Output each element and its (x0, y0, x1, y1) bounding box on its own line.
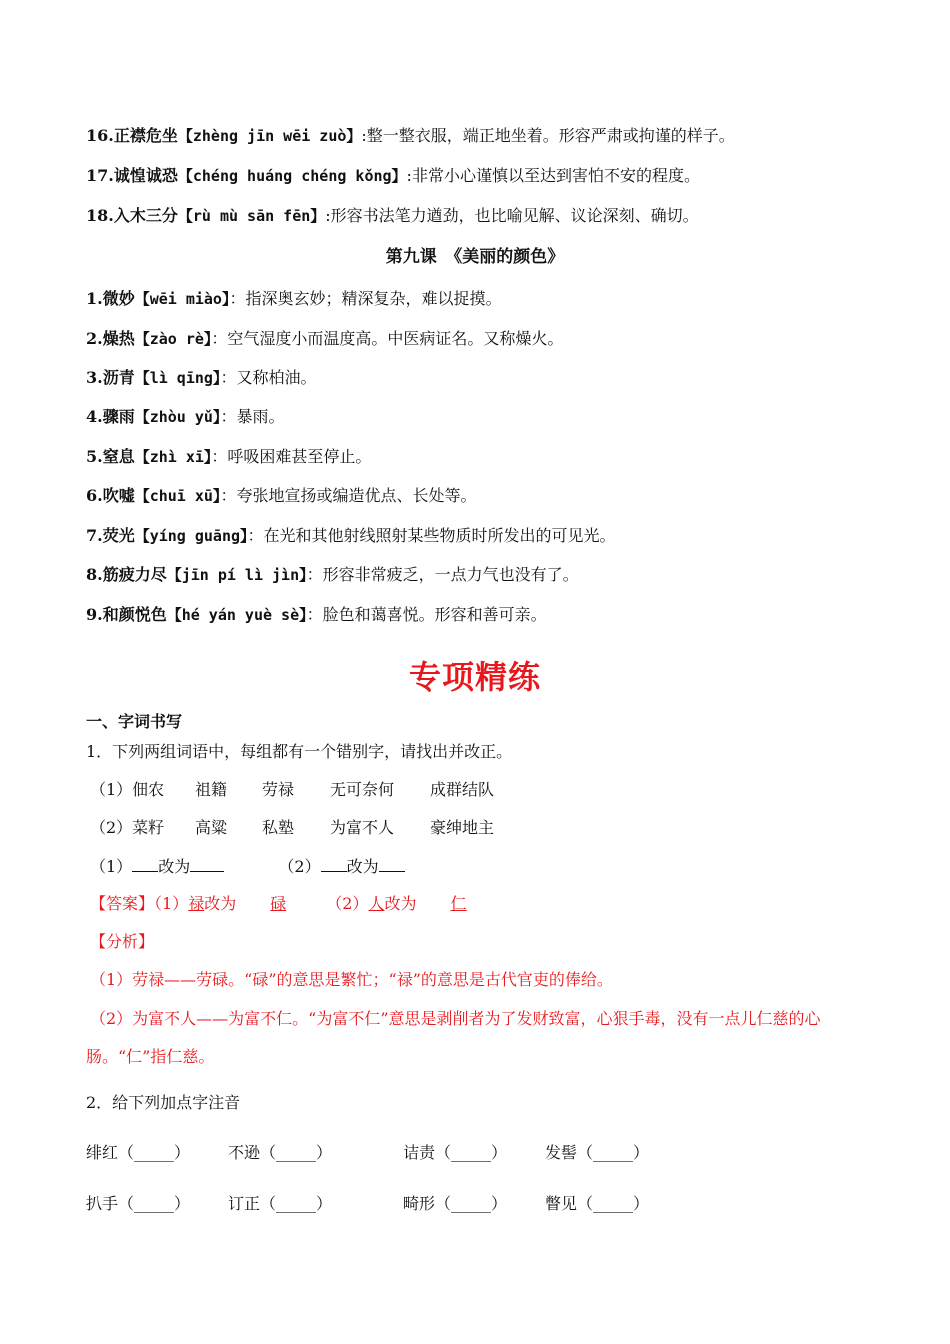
answer-blank[interactable] (132, 857, 158, 872)
vocab-entry-4: 4.骤雨【zhòu yǔ】：暴雨。 (86, 407, 285, 426)
analysis-label: 【分析】 (90, 932, 155, 951)
lesson-title: 第九课 《美丽的颜色》 (385, 247, 565, 267)
vocab-entry-8: 8.筋疲力尽【jīn pí lì jìn】：形容非常疲乏，一点力气也没有了。 (86, 565, 579, 584)
part-heading: 一、字词书写 (86, 712, 183, 731)
analysis-line-1: （1）劳禄——劳碌。“碌”的意思是繁忙；“禄”的意思是古代官吏的俸给。 (90, 970, 613, 989)
analysis-line-2: （2）为富不人——为富不仁。“为富不仁”意思是剥削者为了发财致富，心狠手毒，没有一点儿仁慈的心 (90, 1009, 821, 1028)
answer-blank[interactable] (321, 857, 347, 872)
question-1-fill-line: （1） 改为 （2） 改为 (90, 856, 405, 878)
question-1-stem: 1．下列两组词语中，每组都有一个错别字，请找出并改正。 (86, 742, 513, 761)
vocab-pinyin: 【rù mù sān fēn】 (177, 207, 326, 225)
vocab-definition: :非常小心谨慎以至达到害怕不安的程度。 (406, 166, 700, 185)
vocab-entry-6: 6.吹嘘【chuī xū】：夸张地宣扬或编造优点、长处等。 (86, 486, 477, 505)
vocab-word: 入木三分 (113, 206, 178, 225)
vocab-entry-3: 3.沥青【lì qīng】：又称柏油。 (86, 368, 317, 387)
answer-blank[interactable] (379, 857, 405, 872)
vocab-entry-17: 17.诚惶诚恐【chéng huáng chéng kǒng】:非常小心谨慎以至达到害怕不安的程度。 (86, 166, 700, 185)
question-2-stem: 2．给下列加点字注音 (86, 1093, 241, 1112)
answer-blank[interactable] (190, 857, 224, 872)
vocab-entry-16: 16.正襟危坐【zhèng jīn wēi zuò】:整一整衣服，端正地坐着。形容严肃或拘谨的样子。 (86, 126, 735, 145)
vocab-pinyin: 【zhèng jīn wēi zuò】 (177, 127, 362, 145)
document-page: 16.正襟危坐【zhèng jīn wēi zuò】:整一整衣服，端正地坐着。形容严肃或拘谨的样子。 17.诚惶诚恐【chéng huáng chéng kǒng】:非常小心谨慎以至达到害怕不安的程度。 18.入木三分【rù mù sān fēn】:形容书法笔力遒劲，也比喻见解、议论深刻、确切。 第九课 《美丽的颜色》 1.微妙【wēi miào】：指深奥玄妙；精深复杂，难以捉摸。 2.燥热【zào rè】：空气湿度小而温度高。中医病证名。又称燥火。 3.沥青【lì qīng】：又称柏油。 4.骤雨【zhòu yǔ】：暴雨。 5.窒息【zhì xī】：呼吸困难甚至停止。 6.吹嘘【chuī xū】：夸张地宣扬或编造优点、长处等。 7.荧光【yíng guāng】：在光和其他射线照射某些物质时所发出的可见光。 8.筋疲力尽【jīn pí lì jìn】：形容非常疲乏，一点力气也没有了。 9.和颜悦色【hé yán yuè sè】：脸色和蔼喜悦。形容和善可亲。 专项精练 一、字词书写 1．下列两组词语中，每组都有一个错别字，请找出并改正。 （1）佃农 祖籍 劳禄 无可奈何 成群结队 （2）菜籽 高粱 私塾 为富不人 豪绅地主 （1） 改为 （2） 改为 【答案】（1）禄改为 碌 （2）人改为 仁 【分析】 （1）劳禄——劳碌。“碌”的意思是繁忙；“禄”的意思是古代官吏的俸给。 （2）为富不人——为富不仁。“为富不仁”意思是剥削者为了发财致富，心狠手毒，没有一点儿仁慈的心 肠。“仁”指仁慈。 2．给下列加点字注音 绯红（_____） 不逊（_____） 诘责（_____） 发髻（_____） 扒手（_____） 订正（_____） 畸形（_____） 瞥见（_____） (0, 0, 950, 1344)
vocab-entry-7: 7.荧光【yíng guāng】：在光和其他射线照射某些物质时所发出的可见光。 (86, 526, 616, 545)
vocab-entry-5: 5.窒息【zhì xī】：呼吸困难甚至停止。 (86, 447, 372, 466)
vocab-entry-9: 9.和颜悦色【hé yán yuè sè】：脸色和蔼喜悦。形容和善可亲。 (86, 605, 547, 624)
analysis-line-3: 肠。“仁”指仁慈。 (86, 1047, 215, 1066)
vocab-definition: :形容书法笔力遒劲，也比喻见解、议论深刻、确切。 (325, 206, 699, 225)
vocab-definition: :整一整衣服，端正地坐着。形容严肃或拘谨的样子。 (361, 126, 735, 145)
vocab-word: 诚惶诚恐 (113, 166, 178, 185)
vocab-entry-1: 1.微妙【wēi miào】：指深奥玄妙；精深复杂，难以捉摸。 (86, 289, 502, 308)
vocab-entry-18: 18.入木三分【rù mù sān fēn】:形容书法笔力遒劲，也比喻见解、议论深刻、确切。 (86, 206, 699, 225)
section-title: 专项精练 (408, 658, 541, 696)
vocab-pinyin: 【chéng huáng chéng kǒng】 (177, 167, 407, 185)
question-1-answer: 【答案】（1）禄改为 碌 （2）人改为 仁 (90, 894, 467, 913)
vocab-word: 正襟危坐 (113, 126, 178, 145)
vocab-entry-2: 2.燥热【zào rè】：空气湿度小而温度高。中医病证名。又称燥火。 (86, 329, 564, 348)
